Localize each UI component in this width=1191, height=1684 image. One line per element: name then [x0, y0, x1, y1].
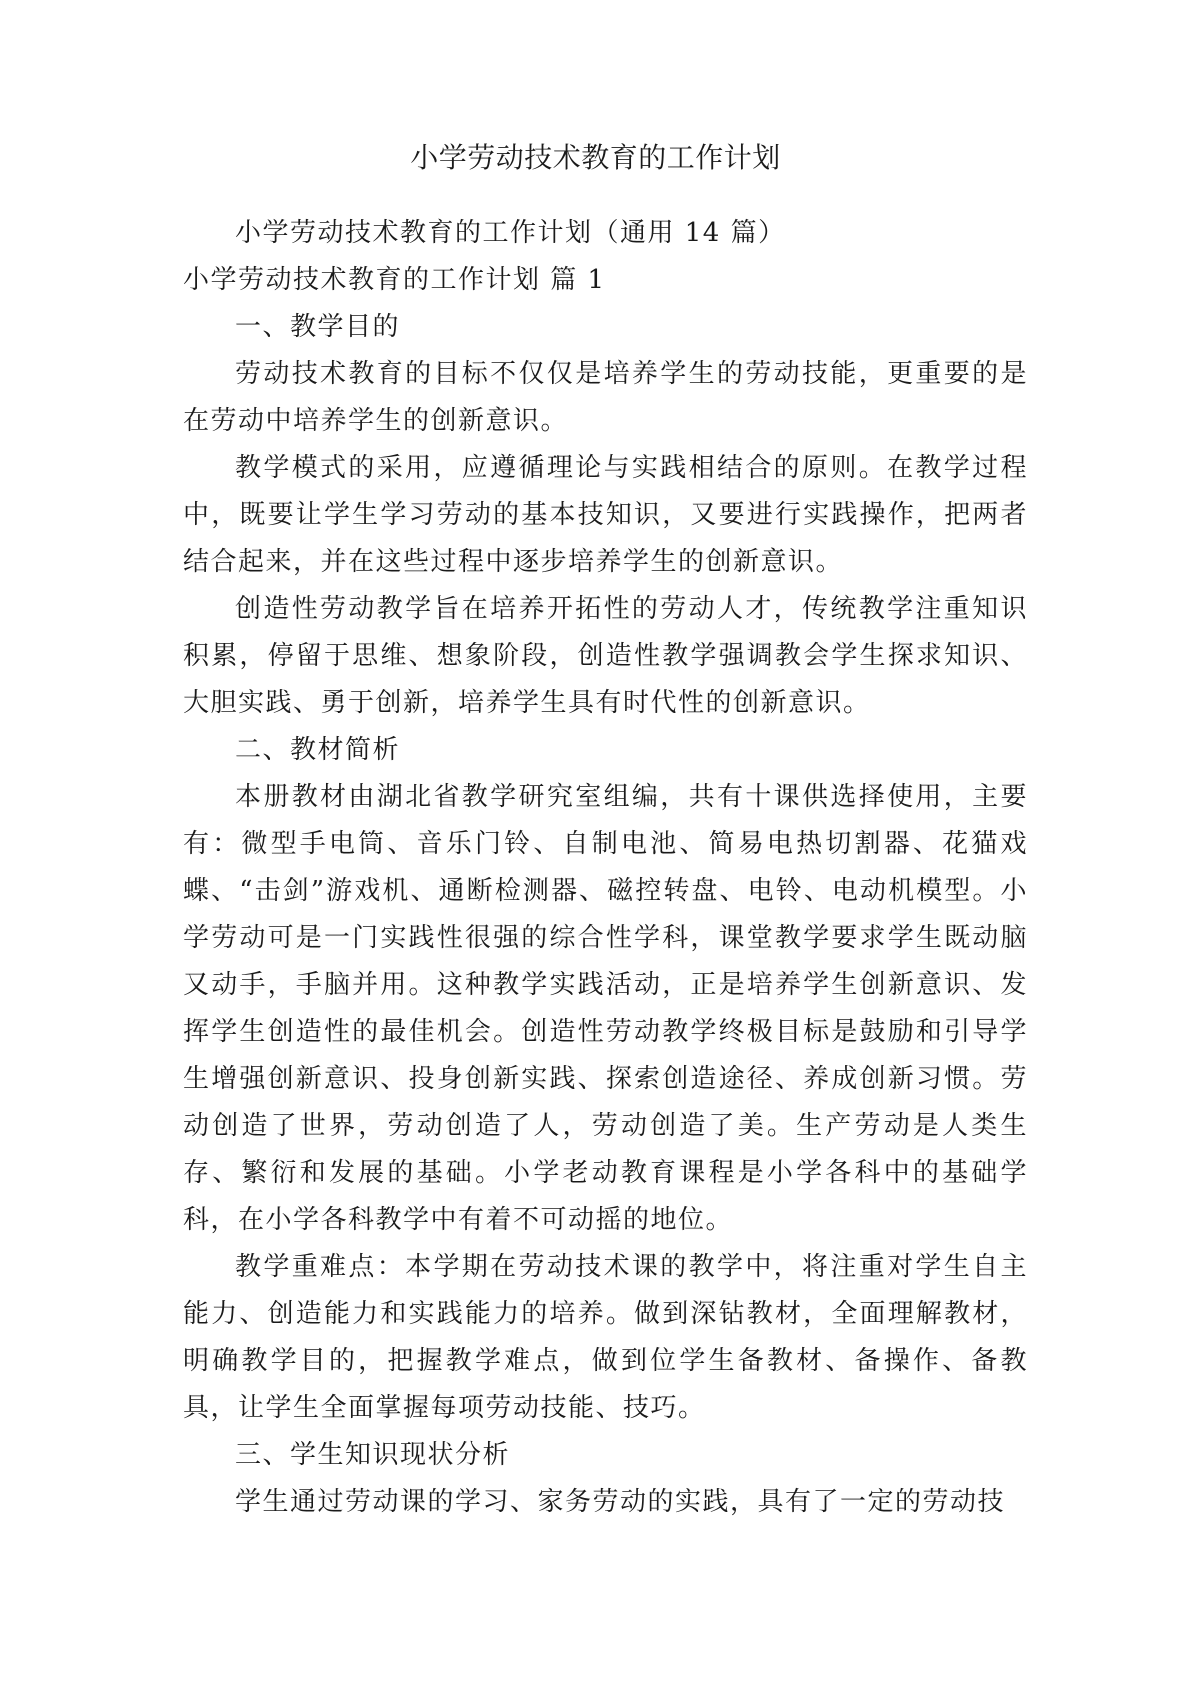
paragraph: 创造性劳动教学旨在培养开拓性的劳动人才，传统教学注重知识积累，停留于思维、想象阶段，创造性教学强调教会学生探求知识、大胆实践、勇于创新，培养学生具有时代性的创新意识。 [183, 594, 1028, 718]
paragraph: 学生通过劳动课的学习、家务劳动的实践，具有了一定的劳动技 [235, 1487, 1006, 1517]
subtitle: 小学劳动技术教育的工作计划（通用 14 篇） [235, 218, 786, 248]
paragraph: 教学重难点：本学期在劳动技术课的教学中，将注重对学生自主能力、创造能力和实践能力的培养。做到深钻教材，全面理解教材，明确教学目的，把握教学难点，做到位学生备教材、备操作、备教具，让学生全面掌握每项劳动技能、技巧。 [183, 1252, 1028, 1423]
paragraph: 本册教材由湖北省教学研究室组编，共有十课供选择使用，主要有：微型手电筒、音乐门铃、自制电池、简易电热切割器、花猫戏蝶、“击剑”游戏机、通断检测器、磁控转盘、电铃、电动机模型。小学劳动可是一门实践性很强的综合性学科，课堂教学要求学生既动脑又动手，手脑并用。这种教学实践活动，正是培养学生创新意识、发挥学生创造性的最佳机会。创造性劳动教学终极目标是鼓励和引导学生增强创新意识、投身创新实践、探索创造途径、养成创新习惯。劳动创造了世界，劳动创造了人，劳动创造了美。生产劳动是人类生存、繁衍和发展的基础。小学老动教育课程是小学各科中的基础学科，在小学各科教学中有着不可动摇的地位。 [183, 782, 1028, 1235]
paragraph: 教学模式的采用，应遵循理论与实践相结合的原则。在教学过程中，既要让学生学习劳动的基本技知识，又要进行实践操作，把两者结合起来，并在这些过程中逐步培养学生的创新意识。 [183, 453, 1028, 577]
paragraph: 劳动技术教育的目标不仅仅是培养学生的劳动技能，更重要的是在劳动中培养学生的创新意识。 [183, 359, 1028, 436]
document-title: 小学劳动技术教育的工作计划 [410, 141, 781, 174]
section-heading: 小学劳动技术教育的工作计划 篇 1 [183, 265, 606, 295]
paragraph-heading-1: 一、教学目的 [235, 312, 401, 342]
paragraph-heading-2: 二、教材简析 [235, 735, 401, 765]
paragraph-heading-3: 三、学生知识现状分析 [235, 1440, 511, 1470]
document-body [183, 210, 1028, 1526]
